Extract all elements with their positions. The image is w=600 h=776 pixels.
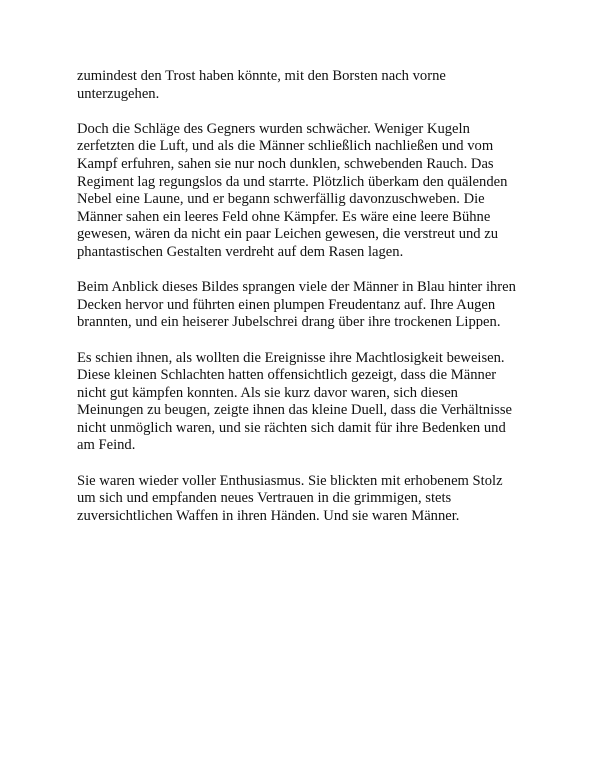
text-line: Nebel eine Laune, und er begann schwerfällig davonzuschweben. Die [77,191,485,208]
text-line: Regiment lag regungslos da und starrte. Plötzlich überkam den quälenden [77,173,508,190]
text-line: nicht gut kämpfen konnten. Als sie kurz davor waren, sich diesen [77,384,458,401]
text-line: zumindest den Trost haben könnte, mit den Borsten nach vorne [77,68,446,84]
body-text [77,68,537,543]
text-line: Diese kleinen Schlachten hatten offensichtlich gezeigt, dass die Männer [77,367,497,384]
paragraph [77,279,537,332]
text-line: Männer sahen ein leeres Feld ohne Kämpfer. Es wäre eine leere Bühne [77,208,491,225]
text-line: um sich und empfanden neues Vertrauen in die grimmigen, stets [77,490,452,507]
text-line: brannten, und ein heiserer Jubelschrei drang über ihre trockenen Lippen. [77,314,501,331]
text-line: zerfetzten die Luft, und als die Männer schließlich nachließen und vom [77,138,494,155]
text-line: unterzugehen. [77,85,160,102]
text-line: am Feind. [77,437,136,454]
text-line: gewesen, wären da nicht ein paar Leichen gewesen, die verstreut und zu [77,226,499,243]
paragraph [77,473,537,526]
text-line: Es schien ihnen, als wollten die Ereignisse ihre Machtlosigkeit beweisen. [77,349,505,366]
text-line: Decken hervor und führten einen plumpen Freudentanz auf. Ihre Augen [77,296,496,313]
text-line: Beim Anblick dieses Bildes sprangen viele der Männer in Blau hinter ihren [77,279,516,296]
text-line: Sie waren wieder voller Enthusiasmus. Sie blickten mit erhobenem Stolz [77,472,503,489]
paragraph [77,350,537,456]
text-line: Doch die Schläge des Gegners wurden schwächer. Weniger Kugeln [77,120,470,137]
text-line: Meinungen zu beugen, zeigte ihnen das kleine Duell, dass die Verhältnisse [77,402,512,419]
text-line: nicht unmöglich waren, und sie rächten sich damit für ihre Bedenken und [77,419,506,436]
paragraph [77,68,537,103]
text-line: phantastischen Gestalten verdreht auf dem Rasen lagen. [77,243,404,260]
text-line: Kampf erfuhren, sahen sie nur noch dunklen, schwebenden Rauch. Das [77,155,494,172]
paragraph [77,121,537,262]
text-line: zuversichtlichen Waffen in ihren Händen. Und sie waren Männer. [77,507,460,524]
